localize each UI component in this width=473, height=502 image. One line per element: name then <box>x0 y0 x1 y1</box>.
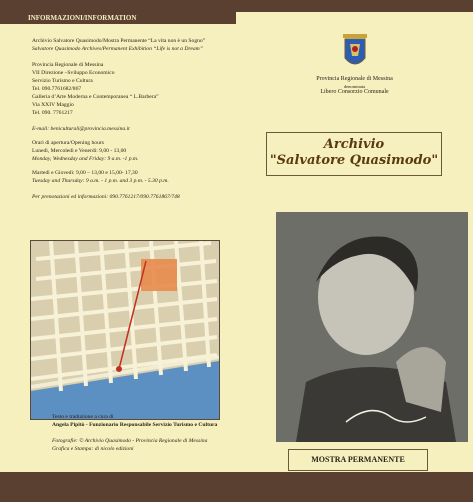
info-line: VII Direzione –Sviluppo Economico <box>32 70 115 76</box>
archive-title-box <box>266 132 442 176</box>
info-panel <box>0 12 236 472</box>
province-consorzio: Libero Consorzio Comunale <box>320 89 389 95</box>
archive-title: Archivio <box>323 137 385 152</box>
archive-subtitle: "Salvatore Quasimodo" <box>269 153 439 168</box>
info-line: Servizio Turismo e Cultura <box>32 78 93 84</box>
credit-line: Fotografie: © Archivio Quasimodo - Provincia Regionale di Messina <box>52 438 208 444</box>
cover-panel <box>236 12 473 472</box>
province-denominata: denominata <box>343 84 366 89</box>
info-line: Orari di apertura/Opening hours <box>32 140 104 146</box>
map-graphic <box>31 241 219 419</box>
info-line: Salvatore Quasimodo Archives/Permanent Exhibition “Life is not a Dream” <box>32 46 203 52</box>
info-line: Tel. 090.7761682/867 <box>32 86 82 92</box>
top-band <box>0 0 473 12</box>
province-crest-icon <box>341 32 369 72</box>
credit-line: Testo e traduzione a cura di <box>52 414 114 420</box>
exhibition-label: MOSTRA PERMANENTE <box>288 449 428 471</box>
info-line: Galleria d’Arte Moderna e Contemporanea “ L.Barbera” <box>32 94 159 100</box>
credit-line: Grafica e Stampa: di nicolo edizioni <box>52 446 134 452</box>
city-map <box>30 240 220 420</box>
info-line: E-mail: beniculturali@provincia.messina.it <box>32 126 130 132</box>
info-line: Via XXIV Maggio <box>32 102 74 108</box>
info-line: Tel. 090. 7761217 <box>32 110 73 116</box>
portrait-graphic <box>276 212 468 442</box>
province-name: Provincia Regionale di Messina <box>316 76 393 82</box>
bottom-band <box>0 472 473 502</box>
info-line: Per prenotazioni ed informazioni: 090.7761217/090.7761867/748 <box>32 194 180 200</box>
info-line: Lunedì, Mercoledì e Venerdì: 9,00 - 13,00 <box>32 148 127 154</box>
portrait-photo <box>276 212 468 442</box>
info-line: Tuesday and Thursday: 9 a.m. - 1 p.m. and 3 p.m. - 5.30 p.m. <box>32 178 169 184</box>
info-line: Martedì e Giovedì: 9,00 – 13,00 e 15,00- 17,30 <box>32 170 138 176</box>
credit-line: Angela Pipitò - Funzionario Responsabile Servizio Turismo e Cultura <box>52 422 218 428</box>
info-line: Monday, Wednesday and Friday: 9 a.m. -1 p.m. <box>32 156 139 162</box>
info-line: Archivio Salvatore Quasimodo/Mostra Permanente “La vita non è un Sogno” <box>32 38 206 44</box>
info-line: Provincia Regionale di Messina <box>32 62 104 68</box>
info-header: INFORMAZIONI/INFORMATION <box>0 12 236 24</box>
